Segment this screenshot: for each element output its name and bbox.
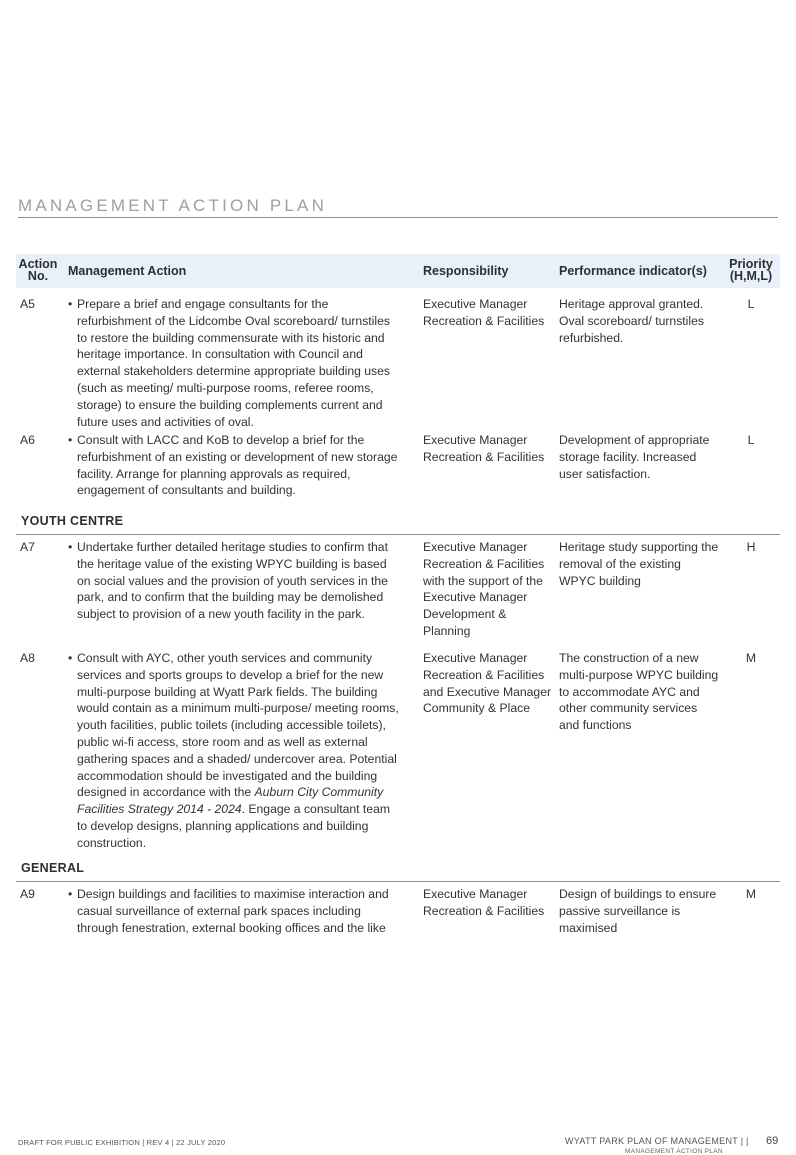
header-priority-line2: (H,M,L) <box>729 269 773 283</box>
subheading-divider <box>16 534 780 535</box>
subheading-youth-centre: YOUTH CENTRE <box>21 514 124 528</box>
table-header <box>16 254 780 288</box>
header-performance: Performance indicator(s) <box>559 264 707 278</box>
action-cell <box>68 539 403 623</box>
header-action-no-line2: No. <box>27 269 49 283</box>
bullet-icon: • <box>68 433 73 447</box>
footer-draft-info: DRAFT FOR PUBLIC EXHIBITION | REV 4 | 22 JULY 2020 <box>18 1138 226 1147</box>
action-cell <box>68 650 403 852</box>
action-text: Undertake further detailed heritage studies to confirm that the heritage value of the existing WPYC building is based on social values and the provision of youth services in the park, and to confirm that the building may be demolished subject to provision of a new youth facility in the park. <box>77 540 388 622</box>
subheading-general: GENERAL <box>21 861 85 875</box>
section-title: MANAGEMENT ACTION PLAN <box>18 196 328 215</box>
action-text: Prepare a brief and engage consultants for the refurbishment of the Lidcombe Oval scoreboard/ turnstiles to restore the building commensurate with its historic and heritage importance. In consultation with Council and external stakeholders determine appropriate building uses (such as meeting/ multi-purpose rooms, referee rooms, storage) to ensure the building complements current and future uses and activities of oval. <box>77 297 391 429</box>
priority-value: M <box>745 651 757 665</box>
priority-value: L <box>747 433 755 447</box>
header-management-action: Management Action <box>68 264 187 278</box>
bullet-icon: • <box>68 540 73 554</box>
responsibility-text: Executive Manager Recreation & Facilities <box>423 433 545 464</box>
subheading-divider <box>16 881 780 882</box>
action-text-strategy-title: Auburn City Community Facilities Strategy 2014 - 2024 <box>77 785 384 817</box>
footer-separator: | <box>746 1136 749 1146</box>
action-text: Consult with LACC and KoB to develop a brief for the refurbishment of an existing or development of new storage facility. Arrange for planning approvals as required, engagement of consultants and building. <box>77 433 398 498</box>
action-text-pre: Consult with AYC, other youth services and community services and sports groups to develop a brief for the new multi-purpose building at Wyatt Park fields. The building would contain as a minimum multi-purpose/ meeting rooms, youth facilities, public toilets (including accessible toilets), public wi-fi access, store room and as well as external gathering spaces and a shaded/ undercover area. Potential accommodation should be investigated and the building designed in accordance with the <box>77 651 399 800</box>
performance-text: The construction of a new multi-purpose WPYC building to accommodate AYC and other community services and functions <box>559 651 719 733</box>
management-action-table <box>16 254 780 935</box>
footer-section-name: MANAGEMENT ACTION PLAN <box>625 1148 723 1155</box>
action-number: A9 <box>20 887 35 901</box>
bullet-icon: • <box>68 651 73 665</box>
header-action-no <box>18 258 58 282</box>
action-cell <box>68 296 403 430</box>
responsibility-text: Executive Manager Recreation & Facilities <box>423 887 545 918</box>
header-priority-line1: Priority <box>729 257 773 271</box>
performance-text: Design of buildings to ensure passive surveillance is maximised <box>559 887 717 935</box>
performance-text: Development of appropriate storage facility. Increased user satisfaction. <box>559 433 710 481</box>
header-priority <box>724 258 778 282</box>
footer-document-title: WYATT PARK PLAN OF MANAGEMENT | <box>565 1136 744 1146</box>
priority-value: H <box>746 540 756 554</box>
action-text <box>77 650 403 852</box>
action-number: A5 <box>20 297 35 311</box>
bullet-icon: • <box>68 297 73 311</box>
action-number: A6 <box>20 433 35 447</box>
action-number: A8 <box>20 651 35 665</box>
performance-text: Heritage approval granted. Oval scoreboard/ turnstiles refurbished. <box>559 297 704 345</box>
priority-value: L <box>747 297 755 311</box>
page-number: 69 <box>766 1135 779 1147</box>
title-divider <box>18 217 778 218</box>
action-cell <box>68 886 403 936</box>
priority-value: M <box>745 887 757 901</box>
header-action-no-line1: Action <box>18 257 58 271</box>
action-text: Design buildings and facilities to maximise interaction and casual surveillance of external park spaces including through fenestration, external booking offices and the like <box>77 887 389 935</box>
action-cell <box>68 432 403 499</box>
header-responsibility: Responsibility <box>423 264 509 278</box>
action-text-post: . Engage a consultant team to develop designs, planning applications and building construction. <box>77 802 391 850</box>
performance-text: Heritage study supporting the removal of the existing WPYC building <box>559 540 719 588</box>
bullet-icon: • <box>68 887 73 901</box>
responsibility-text: Executive Manager Recreation & Facilities and Executive Manager Community & Place <box>423 651 552 716</box>
responsibility-text: Executive Manager Recreation & Facilities with the support of the Executive Manager Development & Planning <box>423 540 545 638</box>
action-number: A7 <box>20 540 35 554</box>
responsibility-text: Executive Manager Recreation & Facilities <box>423 297 545 328</box>
